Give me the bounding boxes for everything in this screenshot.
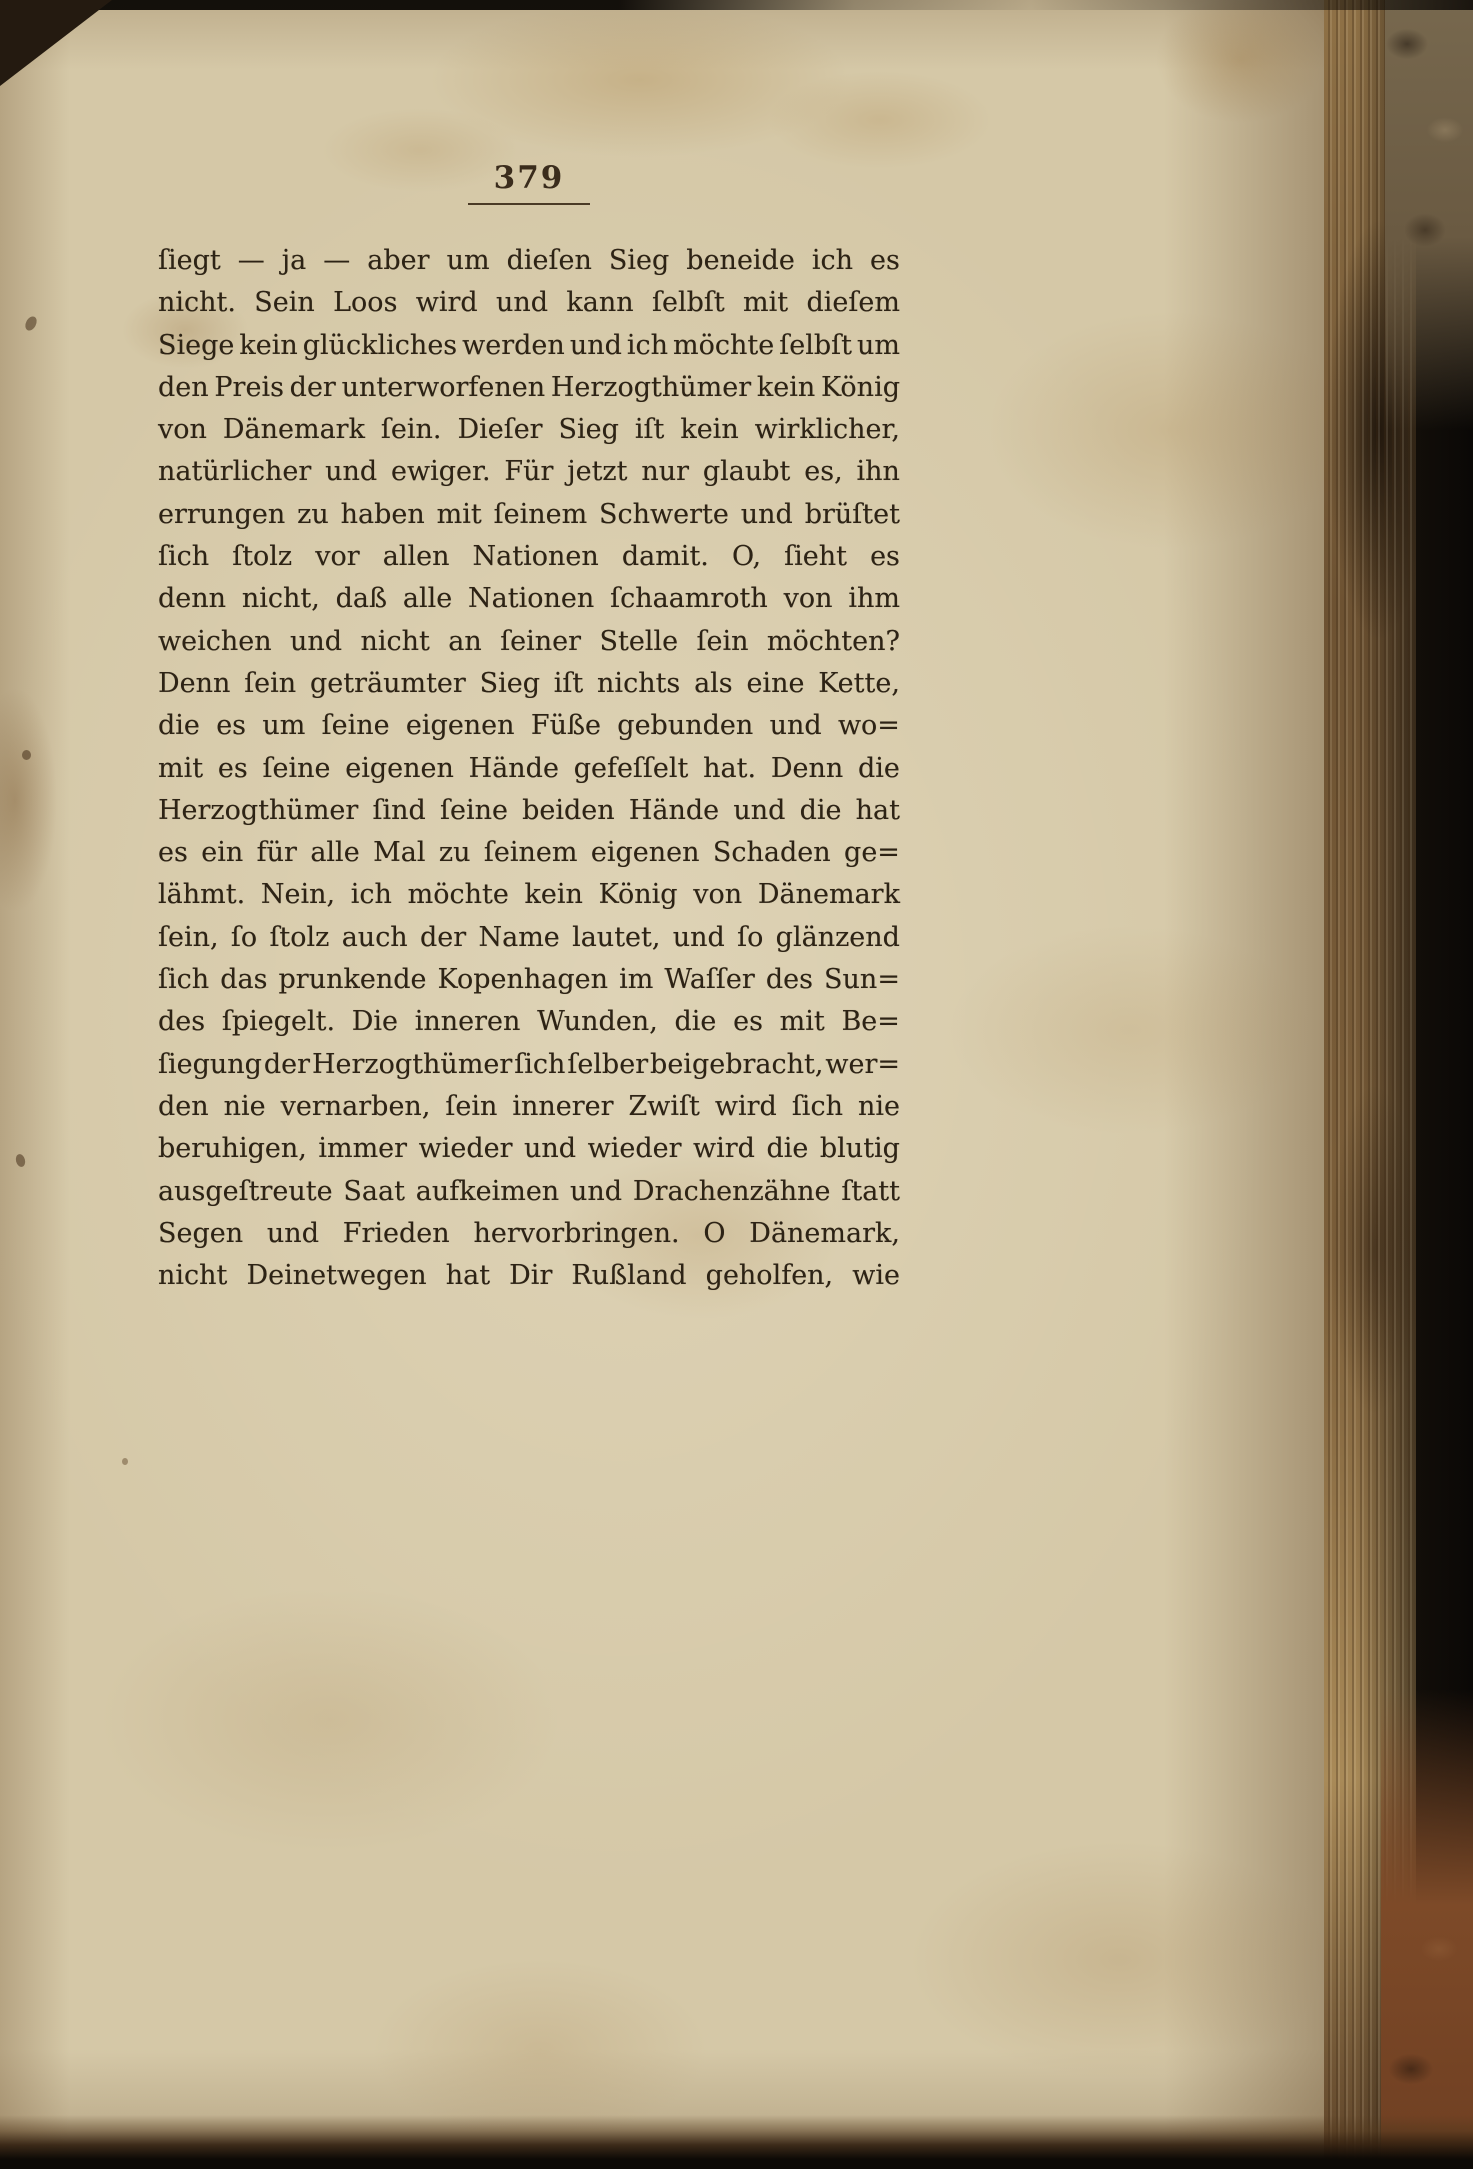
word: Denn [770,752,844,784]
word: von [783,583,833,615]
cover-bottom-edge [0,2115,1473,2169]
word: Hände [468,752,559,784]
word: kein [524,879,583,911]
word: Stelle [599,625,679,657]
word: Nein, [260,879,336,911]
word: alle [402,583,453,615]
word: ſtolz [269,921,330,953]
word: hat [855,794,900,826]
word: eigenen [405,710,515,742]
word: und [290,625,343,657]
word: ſo [737,921,764,953]
word: die [858,752,900,784]
text-line [158,1044,900,1086]
word: von [693,879,743,911]
word: Sieg [558,414,619,446]
word: und [769,710,822,742]
word: Zwiſt [628,1090,700,1122]
word: und [672,921,725,953]
text-line [158,325,900,367]
word: Be= [841,1006,900,1038]
word: kann [566,287,634,319]
word: wieder [418,1133,513,1165]
word: Herzogthümer [312,1048,513,1080]
word: der [420,921,467,953]
text-line [158,1086,900,1128]
word: ſelbſt [779,329,852,361]
word: mit [779,1006,825,1038]
word: Sun= [824,964,900,996]
word: für [256,837,297,869]
word: Sieg [479,667,540,699]
word: beneide [686,245,795,276]
word: ſind [372,794,426,826]
word: und [570,1175,623,1207]
word: Waſſer [664,964,755,996]
word: ſich [514,1048,566,1080]
word: mit [158,752,204,784]
word: O, [731,541,762,573]
text-line [158,621,900,663]
word: Dänemark [222,414,365,446]
word: aufkeimen [415,1175,560,1207]
word: Name [478,921,560,953]
word: ſelber [567,1048,649,1080]
word: um [856,329,900,361]
word: eigenen [345,752,454,784]
word: es, [804,456,843,488]
word: Segen [158,1217,244,1249]
word: König [598,879,678,911]
text-line [158,451,900,493]
word: der [289,371,336,403]
foxing-speck [22,750,31,760]
word: wird [693,1133,755,1165]
word: ſeinem [493,498,588,530]
text-line [158,748,900,790]
word: ich [350,879,392,911]
word: hat [445,1260,491,1292]
word: lautet, [572,921,661,953]
word: es [733,1006,763,1038]
text-line [158,917,900,959]
word: prunkende [278,964,427,996]
word: Denn [158,667,231,699]
word: nie [857,1090,900,1122]
word: ja [281,245,307,276]
word: und [740,498,793,530]
word: immer [318,1133,408,1165]
word: eine [746,667,805,699]
word: Rußland [571,1260,687,1292]
word: es [158,837,188,869]
word: Herzogthümer [158,794,359,826]
word: Sieg [608,245,670,276]
word: eigenen [590,837,700,869]
word: ſeiner [500,625,582,657]
word: von [158,414,207,446]
text-line [158,409,900,451]
word: innerer [512,1090,614,1122]
word: ſeinem [483,837,578,869]
word: lähmt. [158,879,246,911]
word: denn [158,583,227,615]
foxing-speck [23,315,39,333]
word: den [158,371,209,403]
word: Dänemark, [749,1217,900,1249]
text-line [158,494,900,536]
word: ſtatt [841,1175,900,1207]
word: damit. [621,541,709,573]
word: des [158,1006,206,1038]
text-line [158,367,900,409]
word: ſieht [784,541,848,573]
word: ge= [844,837,900,869]
text-line [158,1001,900,1043]
word: aber [367,245,430,276]
word: ſein [696,625,749,657]
word: werden [462,329,565,361]
word: dieſen [506,245,592,276]
word: Schaden [712,837,831,869]
word: kein [756,371,816,403]
word: jetzt [567,456,628,488]
word: Hände [628,794,720,826]
word: ſchaamroth [610,583,768,615]
word: alle [310,837,360,869]
text-line [158,874,900,916]
word: Nationen [472,541,599,573]
word: an [448,625,482,657]
page-text [158,240,900,1297]
text-line [158,1128,900,1170]
word: haben [340,498,425,530]
word: hervorbringen. [473,1217,680,1249]
word: um [262,710,306,742]
word: inneren [414,1006,521,1038]
word: allen [382,541,450,573]
word: O [703,1217,726,1249]
foxing-speck [122,1458,128,1465]
word: glückliches [302,329,458,361]
word: und [266,1217,319,1249]
word: wie [852,1260,900,1292]
page-header [158,160,900,205]
word: Preis [214,371,284,403]
word: ſeine [321,710,390,742]
word: — [237,245,265,276]
page-number-rule [468,203,590,205]
word: wer= [825,1048,900,1080]
word: Loos [333,287,398,319]
word: beiden [522,794,615,826]
text-line [158,536,900,578]
word: möchte [673,329,775,361]
word: Dieſer [457,414,543,446]
word: und [733,794,786,826]
word: ſeine [439,794,508,826]
word: mit [436,498,482,530]
word: Schwerte [599,498,729,530]
cover-top-edge [0,0,1473,10]
word: brüſtet [804,498,900,530]
text-line [158,790,900,832]
word: und [496,287,549,319]
word: ihm [848,583,900,615]
text-line [158,663,900,705]
word: und [325,456,378,488]
word: Wunden, [537,1006,658,1038]
word: errungen [158,498,286,530]
word: Saat [343,1175,405,1207]
word: hat. [703,752,757,784]
text-line [158,1213,900,1255]
word: den [158,1090,209,1122]
word: natürlicher [158,456,312,488]
word: Mal [373,837,426,869]
foxing-speck [14,1153,26,1168]
word: nicht [360,625,430,657]
word: blutig [819,1133,900,1165]
word: als [694,667,733,699]
word: glänzend [775,921,900,953]
word: ſein, [158,921,219,953]
word: wirklicher, [754,414,900,446]
word: nichts [597,667,681,699]
word: zu [297,498,329,530]
word: ſich [158,964,210,996]
word: ich [811,245,853,276]
word: ſiegung [158,1048,262,1080]
word: ausgeſtreute [158,1175,333,1207]
word: geträumter [309,667,466,699]
text-line [158,1171,900,1213]
word: es [870,245,900,276]
word: Kette, [818,667,900,699]
word: es [217,752,248,784]
word: Kopenhagen [437,964,609,996]
word: geholfen, [705,1260,834,1292]
word: kein [680,414,739,446]
word: Nationen [468,583,595,615]
word: die [158,710,200,742]
word: auch [341,921,408,953]
word: ſelbſt [651,287,725,319]
word: ſein [445,1090,498,1122]
word: um [446,245,490,276]
word: Füße [530,710,601,742]
text-line [158,832,900,874]
word: beruhigen, [158,1133,307,1165]
word: Die [351,1006,399,1038]
word: ſein [244,667,297,699]
word: möchte [407,879,509,911]
word: unterworfenen [341,371,546,403]
word: dieſem [806,287,900,319]
word: zu [438,837,471,869]
word: möchten? [766,625,900,657]
word: Drachenzähne [632,1175,831,1207]
word: wird [415,287,478,319]
word: Dänemark [757,879,900,911]
text-line [158,959,900,1001]
word: wieder [587,1133,682,1165]
word: König [820,371,900,403]
word: die [799,794,842,826]
word: ſo [230,921,258,953]
word: der [263,1048,311,1080]
word: wo= [837,710,900,742]
word: ich [626,329,669,361]
word: — [323,245,351,276]
word: Herzogthümer [550,371,752,403]
word: und [524,1133,577,1165]
leather-corner-bottom [1381,1689,1473,2169]
word: nicht, [241,583,320,615]
text-line [158,282,900,324]
word: ſeine [262,752,331,784]
word: beigebracht, [650,1048,824,1080]
word: vor [315,541,360,573]
word: nicht. [158,287,236,319]
word: nur [641,456,690,488]
text-line [158,705,900,747]
word: gebunden [617,710,754,742]
word: die [674,1006,717,1038]
word: nie [223,1090,266,1122]
word: wird [714,1090,777,1122]
page-number: 379 [493,160,565,196]
word: ſich [158,541,210,573]
word: es [870,541,900,573]
word: vernarben, [280,1090,431,1122]
word: glaubt [702,456,791,488]
text-line [158,578,900,620]
word: ein [201,837,244,869]
word: es [216,710,247,742]
word: das [220,964,268,996]
word: iſt [553,667,584,699]
word: Sein [254,287,315,319]
word: ſtolz [232,541,293,573]
word: ſiegt [158,245,221,276]
word: ewiger. [391,456,491,488]
text-line [158,240,900,282]
word: Deinetwegen [246,1260,427,1292]
word: ſich [791,1090,843,1122]
word: ihn [856,456,900,488]
word: ſein. [380,414,442,446]
word: ſpiegelt. [221,1006,336,1038]
word: des [765,964,813,996]
word: im [619,964,654,996]
word: weichen [158,625,272,657]
word: Für [504,456,554,488]
word: Dir [509,1260,553,1292]
text-line [158,1255,900,1297]
word: mit [743,287,789,319]
word: die [766,1133,809,1165]
word: Siege [158,329,235,361]
word: daß [335,583,388,615]
word: kein [239,329,298,361]
word: gefeſſelt [573,752,689,784]
word: Frieden [342,1217,450,1249]
leather-corner-top [1385,0,1473,430]
word: und [569,329,622,361]
word: iſt [634,414,665,446]
word: nicht [158,1260,228,1292]
